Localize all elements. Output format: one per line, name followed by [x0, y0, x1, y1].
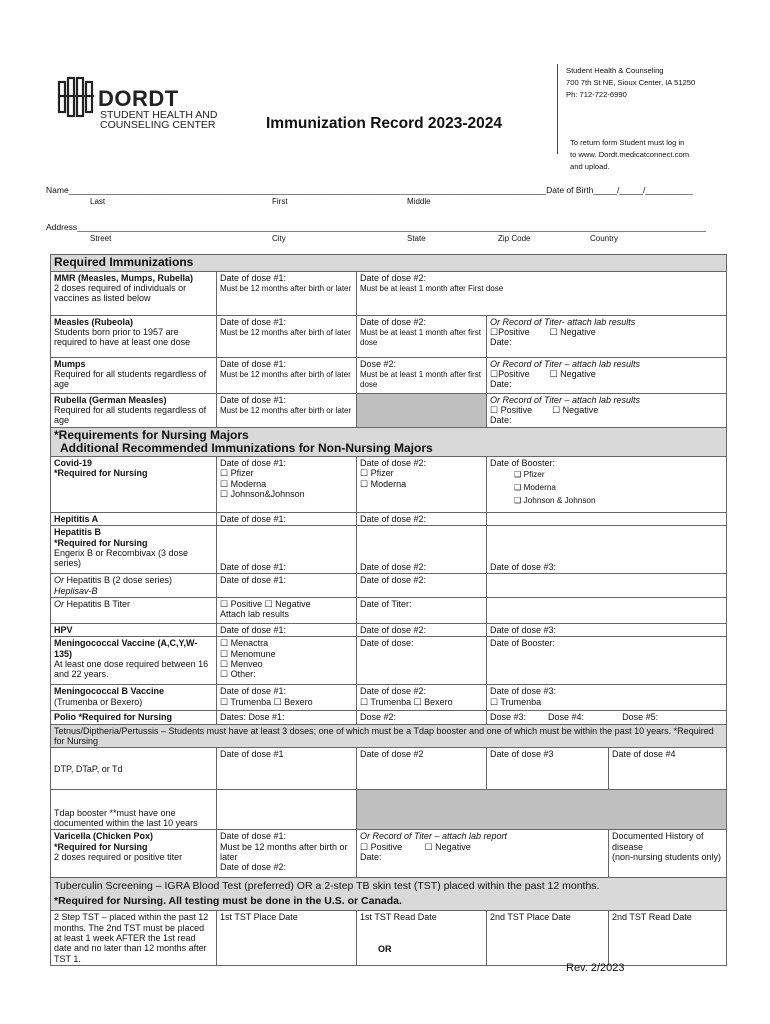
table-row [51, 790, 727, 830]
section-tb [51, 878, 727, 911]
dose-label: Date of Booster: [490, 457, 556, 468]
titer-date: Date: [360, 851, 382, 862]
dose1-cell[interactable]: Dates: Dose #1: [217, 711, 357, 724]
dose1-cell[interactable]: Date of dose #1 [217, 748, 357, 790]
brand-checkboxes[interactable]: ☐ Trumenba ☐ Bexero [360, 696, 453, 707]
immunization-table [50, 254, 727, 966]
dose-label: Date of dose #3: [490, 686, 557, 697]
vaccine-cell [51, 597, 217, 623]
page-title: Immunization Record 2023-2024 [266, 115, 503, 132]
menactra-checkbox[interactable]: ☐ Menactra [220, 638, 269, 649]
dose-note: Must be 12 months after birth of later [220, 328, 351, 338]
table-row [51, 623, 727, 636]
dose-note: Must be at least 1 month after First dose [360, 284, 504, 294]
attach-note: Attach lab results [220, 609, 290, 620]
vaccine-cell [51, 393, 217, 427]
vaccine-name: DTP, DTaP, or Td [51, 748, 217, 790]
blank-cell [487, 597, 727, 623]
dose1-cell[interactable] [217, 685, 357, 711]
table-row [51, 574, 727, 598]
section-tdap: Tetnus/Diptheria/Pertussis – Students must have at least 3 doses; one of which must be a Tdap booster and one of which must be within the past 10 years. *Required for Nursing [51, 724, 727, 748]
dose1-cell[interactable]: Date of dose #1: [217, 512, 357, 525]
dose2-cell[interactable]: Date of dose #2: [357, 623, 487, 636]
vaccine-desc: Engerix B or Recombivax (3 dose series) [54, 547, 189, 569]
pfizer-checkbox[interactable]: ☐ Pfizer [220, 468, 254, 479]
vaccine-name: Meningococcal Vaccine (A,C,Y,W-135) [54, 638, 198, 659]
titer-date: Date: [490, 337, 512, 348]
menveo-checkbox[interactable]: ☐ Menveo [220, 658, 263, 669]
label-middle: Middle [407, 197, 431, 206]
label-country: Country [590, 234, 619, 243]
dose2-cell[interactable] [357, 685, 487, 711]
vaccine-desc: Hepatitis B (2 dose series) [66, 575, 173, 586]
vaccine-desc: At least one dose required between 16 and 22 years. [54, 658, 209, 680]
vaccine-cell [51, 271, 217, 315]
blank-cell [487, 512, 727, 525]
vaccine-desc: Tdap booster **must have one documented within the last 10 years [51, 790, 217, 830]
contact-info [566, 65, 695, 101]
label-state: State [407, 234, 426, 243]
required-note: *Required for Nursing [54, 841, 148, 852]
dose-label: Date of dose #2: [360, 272, 427, 283]
tb-line: Tuberculin Screening – IGRA Blood Test (preferred) OR a 2-step TB skin test (TST) placed within the past 12 months. [54, 880, 600, 893]
titer-cell[interactable] [357, 830, 609, 878]
history-cell[interactable] [609, 830, 727, 878]
vaccine-cell [51, 685, 217, 711]
booster-cell[interactable]: Date of Booster: [487, 637, 727, 685]
header-divider [557, 64, 558, 154]
table-row [51, 830, 727, 878]
vaccine-name: Meningococcal B Vaccine [54, 686, 165, 697]
return-line: To return form Student must log in [570, 138, 685, 147]
contact-line: Ph: 712-722-6990 [566, 90, 627, 99]
address-field[interactable]: Address_____________________________________________________________________________________________________________________________________ [46, 222, 706, 232]
negative-checkbox[interactable]: ☐ Negative [549, 369, 596, 380]
or-label: Or [54, 575, 64, 586]
brand-checkboxes[interactable]: ☐ Trumenba [490, 696, 542, 707]
label-city: City [272, 234, 286, 243]
return-line: and upload. [570, 162, 610, 171]
dose3-cell[interactable]: Date of dose #3: [487, 623, 727, 636]
label-last: Last [90, 197, 106, 206]
label-street: Street [90, 234, 112, 243]
dose-label: Date of dose #1: [220, 686, 287, 697]
dose-note: Must be 12 months after birth or later [220, 406, 352, 416]
jj-checkbox[interactable]: ❑ Johnson & Johnson [514, 496, 596, 506]
titer-cell[interactable] [487, 357, 727, 393]
dose-label: Date of dose #1: [220, 394, 287, 405]
tdap-date-cell[interactable] [217, 790, 357, 830]
pfizer-checkbox[interactable]: ☐ Pfizer [360, 468, 394, 479]
vaccine-name: HPV [51, 623, 217, 636]
contact-line: Student Health & Counseling [566, 66, 664, 75]
vaccine-desc: 2 doses required or positive titer [54, 851, 183, 862]
dose3-cell[interactable]: Date of dose #3: [487, 526, 727, 574]
moderna-checkbox[interactable]: ☐ Moderna [360, 478, 407, 489]
dose1-cell[interactable] [217, 315, 357, 357]
table-row [51, 512, 727, 525]
dose345-cell[interactable] [487, 711, 727, 724]
vaccine-desc: Hepatitis B Titer [66, 598, 131, 609]
dose4-label: Dose #4: [548, 712, 585, 723]
menomune-checkbox[interactable]: ☐ Menomune [220, 648, 276, 659]
brand-options-cell[interactable] [217, 637, 357, 685]
titer-result-cell[interactable] [217, 597, 357, 623]
moderna-checkbox[interactable]: ❑ Moderna [514, 483, 556, 493]
dose5-label: Dose #5: [622, 712, 659, 723]
vaccine-name: Covid-19 [54, 457, 93, 468]
dose-note: Must be 12 months after birth of later [220, 370, 351, 380]
titer-label: Or Record of Titer – attach lab results [490, 358, 640, 369]
vaccine-name: MMR (Measles, Mumps, Rubella) [54, 272, 194, 283]
blank-cell [487, 574, 727, 598]
dose-label: Date of dose #2: [360, 457, 427, 468]
dose1-cell[interactable] [217, 271, 357, 315]
negative-checkbox[interactable]: ☐ Negative [549, 327, 596, 338]
booster-cell[interactable] [487, 456, 727, 512]
vaccine-desc: 2 doses required of individuals or vaccines as listed below [54, 283, 187, 304]
table-row [51, 526, 727, 574]
dose1-cell[interactable] [217, 357, 357, 393]
blank-cell [357, 393, 487, 427]
vaccine-name: Mumps [54, 358, 86, 369]
dose-note: Must be at least 1 month after first dose [360, 328, 481, 348]
positive-checkbox[interactable]: ☐Positive [490, 327, 530, 338]
dose2-cell[interactable] [357, 456, 487, 512]
vaccine-name: Polio *Required for Nursing [51, 711, 217, 724]
titer-label: Or Record of Titer – attach lab results [490, 394, 640, 405]
table-row [51, 637, 727, 685]
return-line: to www. Dordt.medicatconnect.com [570, 150, 690, 159]
other-checkbox[interactable]: ☐ Other: [220, 669, 256, 680]
vaccine-cell [51, 526, 217, 574]
dose2-cell[interactable]: Date of dose #2 [357, 748, 487, 790]
table-row [51, 597, 727, 623]
dose-cell[interactable] [217, 830, 357, 878]
dose-label: Date of dose #2: [360, 316, 427, 327]
vaccine-desc: Students born prior to 1957 are required to have at least one dose [54, 327, 191, 348]
dose-label: Dose #2: [360, 358, 397, 369]
history-label: Documented History of disease [612, 831, 704, 852]
vaccine-desc: Required for all students regardless of age [54, 405, 207, 426]
dose2-cell[interactable] [357, 271, 727, 315]
logo-subtitle [100, 110, 217, 130]
dose2-cell[interactable]: Date of dose #2: [357, 574, 487, 598]
required-note: *Required for Nursing [54, 537, 148, 548]
dose1-cell[interactable] [217, 456, 357, 512]
positive-checkbox[interactable]: ☐ Positive [490, 405, 533, 416]
logo-sub-line: STUDENT HEALTH AND [100, 109, 218, 121]
table-row [51, 357, 727, 393]
label-first: First [272, 197, 288, 206]
dose2-cell[interactable]: Date of dose #2: [357, 512, 487, 525]
dose-label: Date of dose #2: [360, 686, 427, 697]
titer-label: Or Record of Titer – attach lab report [360, 831, 507, 842]
dose-note: Must be 12 months after birth or later [220, 841, 348, 862]
vaccine-name: Rubella (German Measles) [54, 394, 167, 405]
vaccine-cell [51, 315, 217, 357]
dose-label: Date of dose #1: [220, 457, 287, 468]
section-title: *Requirements for Nursing Majors [54, 427, 249, 442]
revision-label: Rev. 2/2023 [566, 962, 625, 974]
titer-date: Date: [490, 415, 512, 426]
table-row [51, 315, 727, 357]
dose3-label: Dose #3: [490, 712, 527, 723]
tst1-read-cell[interactable]: 1st TST Read Date [357, 911, 487, 966]
tst1-place-cell[interactable]: 1st TST Place Date [217, 911, 357, 966]
titer-cell[interactable] [487, 393, 727, 427]
jj-checkbox[interactable]: ☐ Johnson&Johnson [220, 488, 305, 499]
brand-name: Heplisav-B [54, 585, 98, 596]
dose-label: Date of dose #1: [220, 358, 287, 369]
titer-label: Or Record of Titer- attach lab results [490, 316, 636, 327]
tst2-read-cell[interactable]: 2nd TST Read Date [609, 911, 727, 966]
dose2-cell[interactable] [357, 357, 487, 393]
label-zip: Zip Code [498, 234, 531, 243]
or-separator: OR [378, 944, 392, 954]
dose4-cell[interactable]: Date of dose #4 [609, 748, 727, 790]
section-required: Required Immunizations [51, 255, 727, 272]
vaccine-name: Hepititis A [51, 512, 217, 525]
dose3-cell[interactable]: Date of dose #3 [487, 748, 609, 790]
dose-note: Must be 12 months after birth or later [220, 284, 352, 294]
dose1-cell[interactable]: Date of dose #1: [217, 623, 357, 636]
table-row [51, 456, 727, 512]
dose2-cell[interactable] [357, 315, 487, 357]
vaccine-name: Measles (Rubeola) [54, 316, 134, 327]
contact-line: 700 7th St NE, Sioux Center, IA 51250 [566, 78, 696, 87]
vaccine-cell [51, 637, 217, 685]
dose-label: Date of dose #1: [220, 272, 287, 283]
dose-label: Date of dose #1: [220, 316, 287, 327]
titer-cell[interactable] [487, 315, 727, 357]
history-note: (non-nursing students only) [612, 851, 722, 862]
moderna-checkbox[interactable]: ☐ Moderna [220, 478, 267, 489]
vaccine-desc: Required for all students regardless of age [54, 369, 207, 390]
pfizer-checkbox[interactable]: ❑ Pfizer [514, 470, 545, 480]
logo-sub-line: COUNSELING CENTER [100, 119, 216, 131]
dose-label: Date of dose #1: [220, 831, 287, 842]
or-label: Or [54, 598, 64, 609]
negative-checkbox[interactable]: ☐ Negative [552, 405, 599, 416]
name-field[interactable]: Name_____________________________________________________________________________________________________Date of Birth_____/_____/__________ [46, 185, 693, 195]
vaccine-desc: (Trumenba or Bexero) [54, 696, 143, 707]
dose2-cell[interactable]: Dose #2: [357, 711, 487, 724]
return-note [570, 137, 730, 173]
result-checkboxes[interactable]: ☐ Positive ☐ Negative [220, 598, 311, 609]
vaccine-cell [51, 830, 217, 878]
vaccine-cell [51, 456, 217, 512]
tst-desc: 2 Step TST – placed within the past 12 months. The 2nd TST must be placed at least 1 week AFTER the 1st read date and no later than 12 months after TST 1. [51, 911, 217, 966]
section-subtitle: Additional Recommended Immunizations for Non-Nursing Majors [60, 440, 433, 455]
table-row [51, 685, 727, 711]
blank-cell [357, 790, 727, 830]
dose1-cell[interactable]: Date of dose #1: [217, 526, 357, 574]
dordt-logo-icon [56, 76, 96, 124]
dose3-cell[interactable] [487, 685, 727, 711]
positive-checkbox[interactable]: ☐Positive [490, 369, 530, 380]
table-row [51, 711, 727, 724]
table-row [51, 393, 727, 427]
table-row [51, 911, 727, 966]
negative-checkbox[interactable]: ☐ Negative [424, 841, 471, 852]
tst2-place-cell[interactable]: 2nd TST Place Date [487, 911, 609, 966]
dose-note: Must be at least 1 month after first dose [360, 370, 481, 390]
vaccine-name: Hepatitis B [54, 527, 102, 538]
section-nursing [51, 427, 727, 456]
titer-date-cell[interactable]: Date of Titer: [357, 597, 487, 623]
dose1-cell[interactable]: Date of dose #1: [217, 574, 357, 598]
vaccine-name: Varicella (Chicken Pox) [54, 831, 154, 842]
positive-checkbox[interactable]: ☐ Positive [360, 841, 403, 852]
dose-cell[interactable]: Date of dose: [357, 637, 487, 685]
table-row [51, 271, 727, 315]
vaccine-cell [51, 357, 217, 393]
titer-date: Date: [490, 379, 512, 390]
brand-checkboxes[interactable]: ☐ Trumenba ☐ Bexero [220, 696, 313, 707]
logo-name: DORDT [98, 86, 179, 111]
tb-line: *Required for Nursing. All testing must be done in the U.S. or Canada. [54, 895, 402, 908]
dose2-cell[interactable]: Date of dose #2: [357, 526, 487, 574]
vaccine-cell [51, 574, 217, 598]
dose-label: Date of dose #2: [220, 862, 287, 873]
required-note: *Required for Nursing [54, 468, 148, 479]
table-row [51, 748, 727, 790]
dose1-cell[interactable] [217, 393, 357, 427]
